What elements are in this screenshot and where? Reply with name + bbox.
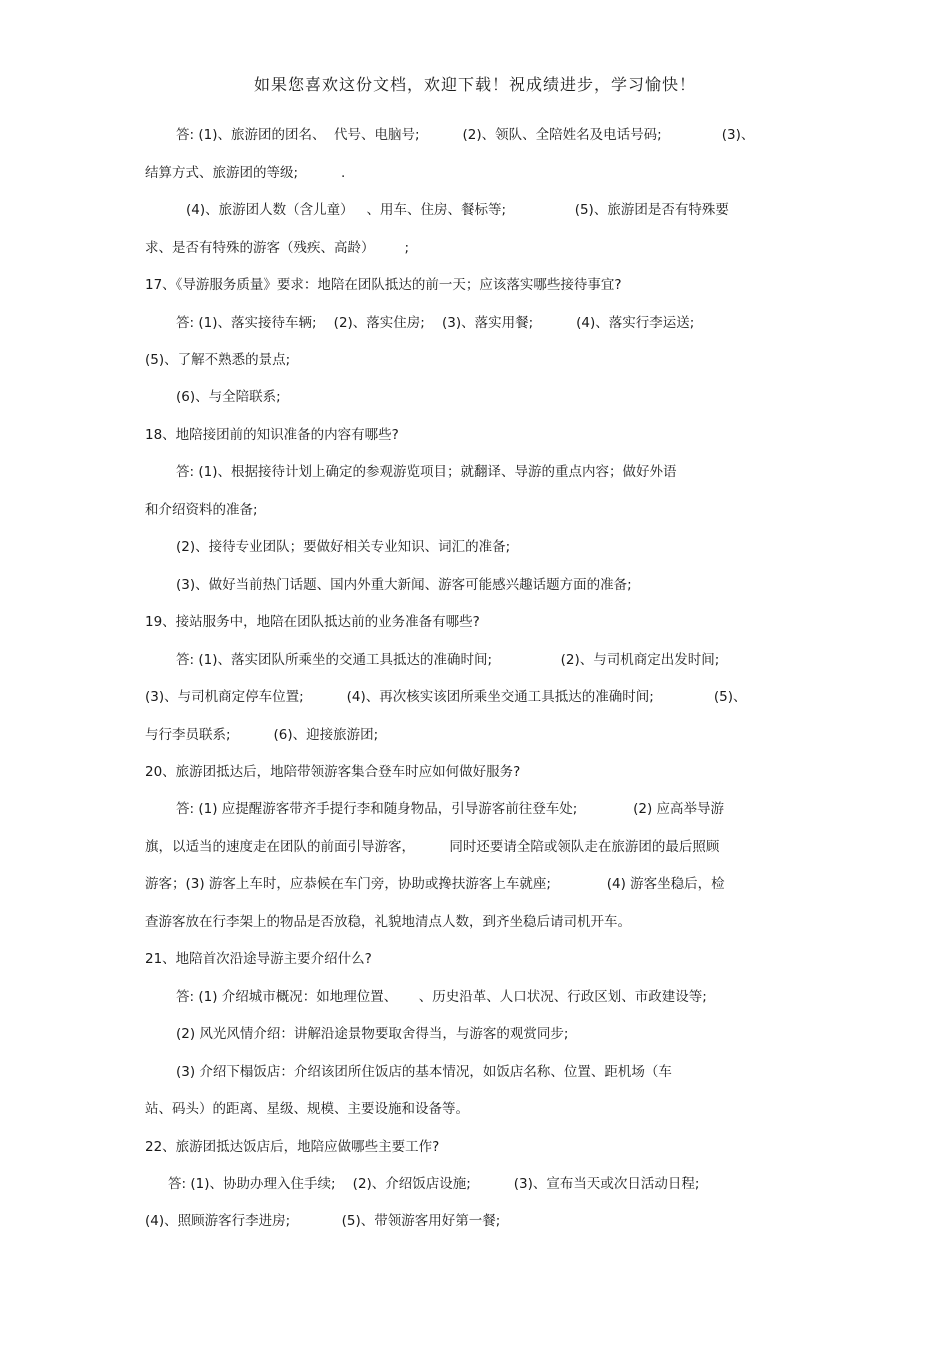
- answer-21-line-1: 答: (1) 介绍城市概况：如地理位置、 、历史沿革、人口状况、行政区划、市政建设等;: [176, 989, 707, 1005]
- answer-22-line-1: 答: (1)、协助办理入住手续; (2)、介绍饭店设施; (3)、宣布当天或次日活动日程;: [168, 1176, 700, 1192]
- answer-19-line-1: 答: (1)、落实团队所乘坐的交通工具抵达的准确时间; (2)、与司机商定出发时间;: [176, 652, 720, 668]
- answer-21-line-2: (2) 风光风情介绍：讲解沿途景物要取舍得当，与游客的观赏同步;: [176, 1026, 569, 1042]
- question-18: 18、地陪接团前的知识准备的内容有哪些?: [145, 427, 399, 443]
- answer-16-line-4: 求、是否有特殊的游客（残疾、高龄） ;: [145, 240, 410, 256]
- answer-20-line-2: 旗，以适当的速度走在团队的前面引导游客， 同时还要请全陪或领队走在旅游团的最后照顾: [145, 839, 720, 855]
- question-21: 21、地陪首次沿途导游主要介绍什么?: [145, 951, 372, 967]
- answer-17-line-3: (6)、与全陪联系;: [176, 389, 281, 405]
- answer-20-line-4: 查游客放在行李架上的物品是否放稳，礼貌地清点人数，到齐坐稳后请司机开车。: [145, 914, 631, 930]
- answer-21-line-3: (3) 介绍下榻饭店：介绍该团所住饭店的基本情况，如饭店名称、位置、距机场（车: [176, 1064, 672, 1080]
- answer-16-line-3: (4)、旅游团人数（含儿童） 、用车、住房、餐标等; (5)、旅游团是否有特殊要: [186, 202, 729, 218]
- answer-16-line-2: 结算方式、旅游团的等级; .: [145, 165, 346, 181]
- answer-19-line-3: 与行李员联系; (6)、迎接旅游团;: [145, 727, 379, 743]
- question-22: 22、旅游团抵达饭店后，地陪应做哪些主要工作?: [145, 1139, 440, 1155]
- answer-20-line-3: 游客；(3) 游客上车时，应恭候在车门旁，协助或搀扶游客上车就座; (4) 游客坐稳后，检: [145, 876, 725, 892]
- question-19: 19、接站服务中，地陪在团队抵达前的业务准备有哪些?: [145, 614, 480, 630]
- question-17: 17、《导游服务质量》要求：地陪在团队抵达的前一天；应该落实哪些接待事宜?: [145, 277, 622, 293]
- answer-18-line-3: (2)、接待专业团队；要做好相关专业知识、词汇的准备;: [176, 539, 511, 555]
- answer-17-line-1: 答: (1)、落实接待车辆; (2)、落实住房; (3)、落实用餐; (4)、落实行李运送;: [176, 315, 695, 331]
- answer-22-line-2: (4)、照顾游客行李进房; (5)、带领游客用好第一餐;: [145, 1213, 501, 1229]
- answer-19-line-2: (3)、与司机商定停车位置; (4)、再次核实该团所乘坐交通工具抵达的准确时间; (5)、: [145, 689, 747, 705]
- question-20: 20、旅游团抵达后，地陪带领游客集合登车时应如何做好服务?: [145, 764, 521, 780]
- answer-18-line-4: (3)、做好当前热门话题、国内外重大新闻、游客可能感兴趣话题方面的准备;: [176, 577, 632, 593]
- answer-18-line-2: 和介绍资料的准备;: [145, 502, 258, 518]
- answer-18-line-1: 答: (1)、根据接待计划上确定的参观游览项目；就翻译、导游的重点内容；做好外语: [176, 464, 677, 480]
- page-header: 如果您喜欢这份文档，欢迎下载！祝成绩进步，学习愉快！: [253, 75, 696, 94]
- answer-16-line-1: 答: (1)、旅游团的团名、 代号、电脑号; (2)、领队、全陪姓名及电话号码; (3)、: [176, 127, 755, 143]
- answer-21-line-4: 站、码头）的距离、星级、规模、主要设施和设备等。: [145, 1101, 469, 1117]
- answer-20-line-1: 答: (1) 应提醒游客带齐手提行李和随身物品，引导游客前往登车处; (2) 应高举导游: [176, 801, 725, 817]
- answer-17-line-2: (5)、了解不熟悉的景点;: [145, 352, 291, 368]
